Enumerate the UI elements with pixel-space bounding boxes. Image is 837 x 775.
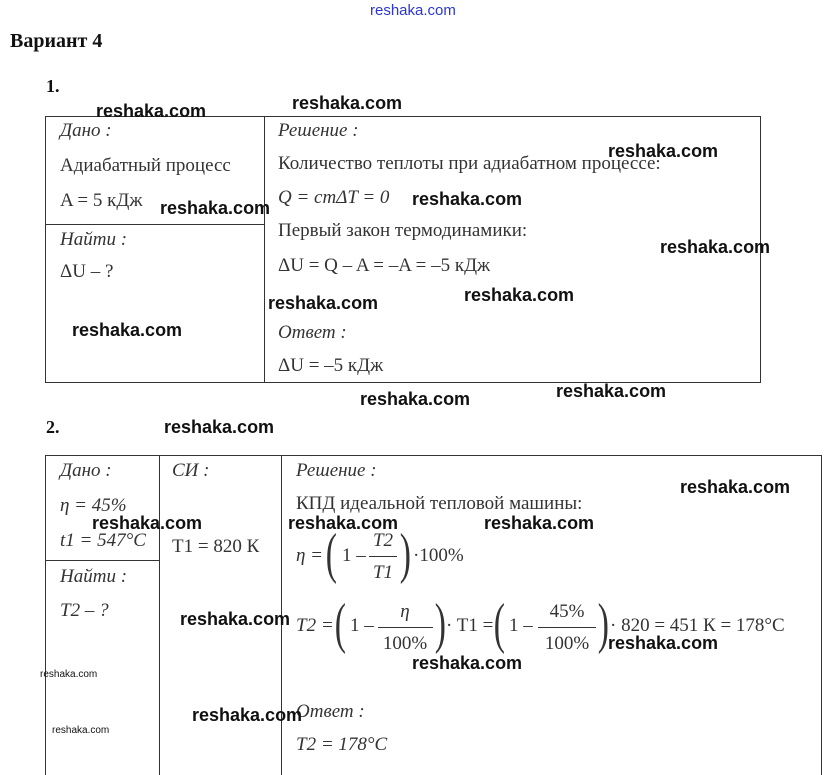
watermark: reshaka.com: [292, 93, 403, 113]
problem-2-si-value: T1 = 820 К: [172, 536, 260, 557]
problem-1-given-2: A = 5 кДж: [60, 190, 143, 211]
problem-2-dano-label: Дано :: [60, 460, 112, 481]
problem-2-given-2: t1 = 547°C: [60, 530, 146, 551]
problem-1-dano-label: Дано :: [60, 120, 112, 141]
problem-1-given-1: Адиабатный процесс: [60, 155, 231, 176]
problem-1-answer: ΔU = –5 кДж: [278, 355, 384, 376]
problem-2-number: 2.: [46, 417, 60, 437]
problem-1-number: 1.: [46, 76, 60, 96]
problem-1-line-3: Первый закон термодинамики:: [278, 220, 528, 241]
watermark: reshaka.com: [92, 513, 203, 533]
problem-2-reshenie-label: Решение :: [296, 460, 377, 481]
watermark: reshaka.com: [484, 513, 595, 533]
problem-1-line-1: Количество теплоты при адиабатном процессе:: [278, 153, 661, 174]
watermark: reshaka.com: [556, 381, 667, 401]
watermark: reshaka.com: [360, 389, 471, 409]
problem-2-find: T2 – ?: [60, 600, 109, 621]
watermark: reshaka.com: [288, 513, 399, 533]
watermark: reshaka.com: [268, 293, 379, 313]
watermark: reshaka.com: [160, 198, 271, 218]
watermark: reshaka.com: [464, 285, 575, 305]
watermark: reshaka.com: [412, 189, 523, 209]
problem-1-naiti-label: Найти :: [60, 229, 128, 250]
problem-1-otvet-label: Ответ :: [278, 322, 347, 343]
problem-1-line-4: ΔU = Q – A = –A = –5 кДж: [278, 255, 491, 276]
problem-2-given-1: η = 45%: [60, 495, 127, 516]
variant-title: Вариант 4: [10, 30, 103, 52]
watermark-small: reshaka.com: [52, 725, 110, 736]
watermark: reshaka.com: [192, 705, 303, 725]
watermark: reshaka.com: [412, 653, 523, 673]
problem-2-naiti-label: Найти :: [60, 566, 128, 587]
watermark: reshaka.com: [680, 477, 791, 497]
site-link[interactable]: reshaka.com: [370, 2, 456, 19]
problem-2-si-label: СИ :: [172, 460, 210, 481]
watermark: reshaka.com: [96, 101, 207, 121]
problem-2-answer: T2 = 178°C: [296, 734, 388, 755]
watermark-small: reshaka.com: [40, 669, 98, 680]
problem-1-line-2: Q = cmΔT = 0: [278, 187, 390, 208]
watermark: reshaka.com: [608, 633, 719, 653]
problem-2-otvet-label: Ответ :: [296, 701, 365, 722]
watermark: reshaka.com: [608, 141, 719, 161]
problem-1-reshenie-label: Решение :: [278, 120, 359, 141]
watermark: reshaka.com: [72, 320, 183, 340]
watermark: reshaka.com: [660, 237, 771, 257]
watermark: reshaka.com: [180, 609, 291, 629]
problem-1-find: ΔU – ?: [60, 261, 114, 282]
problem-2-line-1: КПД идеальной тепловой машины:: [296, 493, 583, 514]
watermark: reshaka.com: [164, 417, 275, 437]
